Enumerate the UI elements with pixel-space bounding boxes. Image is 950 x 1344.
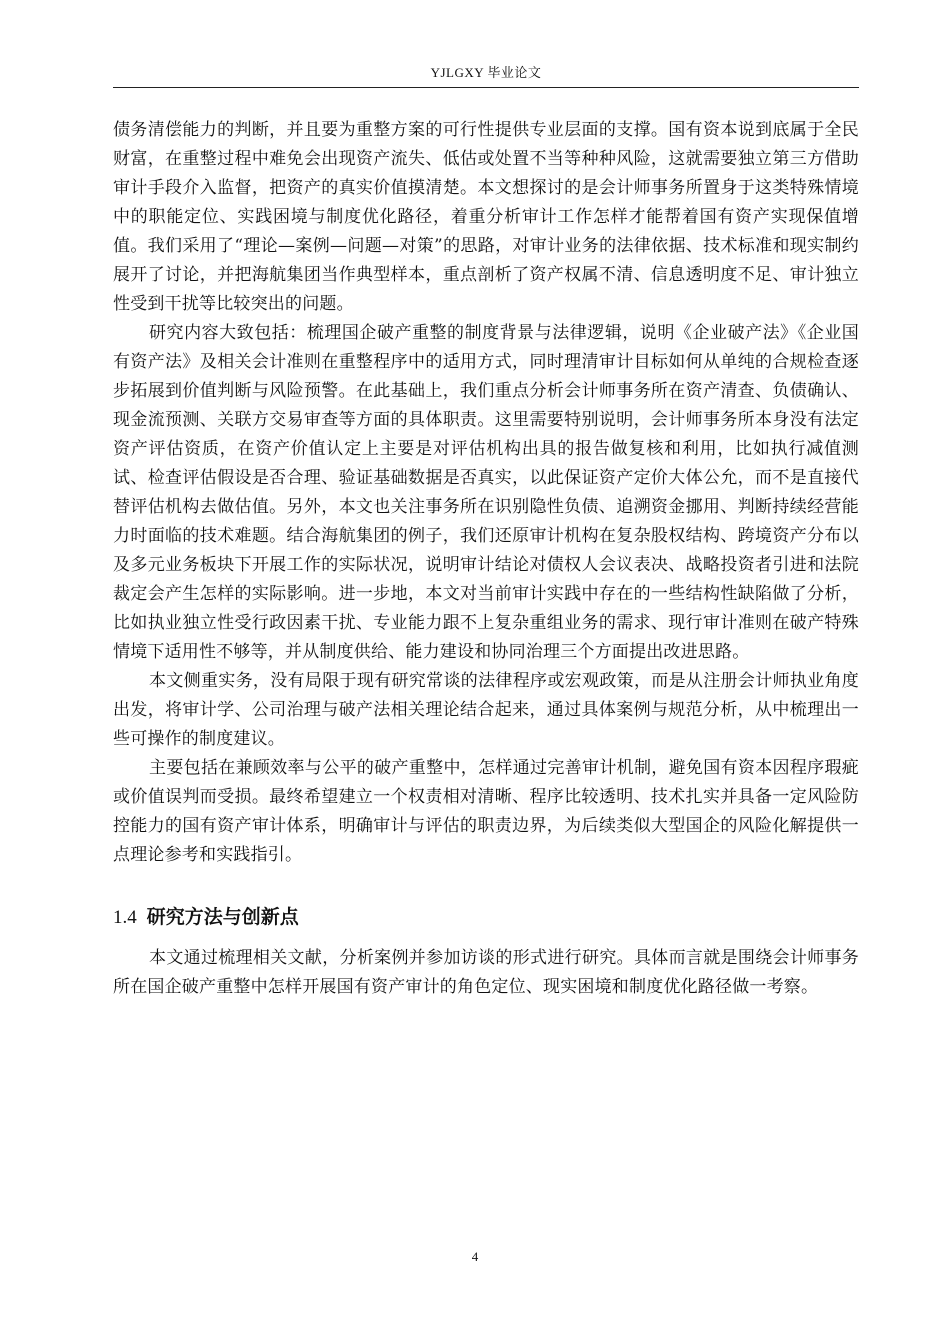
section-title: 研究方法与创新点 xyxy=(146,906,299,928)
header-rule xyxy=(113,87,859,88)
paragraph-main-goal: 主要包括在兼顾效率与公平的破产重整中，怎样通过完善审计机制，避免国有资本因程序瑕疵或价值误判而受损。最终希望建立一个权责相对清晰、程序比较透明、技术扎实并具备一定风险防控能力的国有资产审计体系，明确审计与评估的职责边界，为后续类似大型国企的风险化解提供一点理论参考和实践指引。 xyxy=(113,758,859,865)
page-number: 4 xyxy=(471,1249,479,1264)
paragraph-continued: 债务清偿能力的判断，并且要为重整方案的可行性提供专业层面的支撑。国有资本说到底属于全民财富，在重整过程中难免会出现资产流失、低估或处置不当等种种风险，这就需要独立第三方借助审计手段介入监督，把资产的真实价值摸清楚。本文想探讨的是会计师事务所置身于这类特殊情境中的职能定位、实践困境与制度优化路径，着重分析审计工作怎样才能帮着国有资产实现保值增值。我们采用了“理论—案例—问题—对策”的思路，对审计业务的法律依据、技术标准和现实制约展开了讨论，并把海航集团当作典型样本，重点剖析了资产权属不清、信息透明度不足、审计独立性受到干扰等比较突出的问题。 xyxy=(113,120,859,314)
paragraph-methods: 本文通过梳理相关文献，分析案例并参加访谈的形式进行研究。具体而言就是围绕会计师事务所在国企破产重整中怎样开展国有资产审计的角色定位、现实困境和制度优化路径做一考察。 xyxy=(113,948,859,997)
paragraph-practice-focus: 本文侧重实务，没有局限于现有研究常谈的法律程序或宏观政策，而是从注册会计师执业角度出发，将审计学、公司治理与破产法相关理论结合起来，通过具体案例与规范分析，从中梳理出一些可操作的制度建议。 xyxy=(113,671,859,749)
section-heading xyxy=(113,903,859,932)
document-body xyxy=(113,116,859,1002)
section-number: 1.4 xyxy=(113,907,137,928)
paragraph-research-content: 研究内容大致包括：梳理国企破产重整的制度背景与法律逻辑，说明《企业破产法》《企业国有资产法》及相关会计准则在重整程序中的适用方式，同时理清审计目标如何从单纯的合规检查逐步拓展到价值判断与风险预警。在此基础上，我们重点分析会计师事务所在资产清查、负债确认、现金流预测、关联方交易审查等方面的具体职责。这里需要特别说明，会计师事务所本身没有法定资产评估资质，在资产价值认定上主要是对评估机构出具的报告做复核和利用，比如执行减值测试、检查评估假设是否合理、验证基础数据是否真实，以此保证资产定价大体公允，而不是直接代替评估机构去做估值。另外，本文也关注事务所在识别隐性负债、追溯资金挪用、判断持续经营能力时面临的技术难题。结合海航集团的例子，我们还原审计机构在复杂股权结构、跨境资产分布以及多元业务板块下开展工作的实际状况，说明审计结论对债权人会议表决、战略投资者引进和法院裁定会产生怎样的实际影响。进一步地，本文对当前审计实践中存在的一些结构性缺陷做了分析，比如执业独立性受行政因素干扰、专业能力跟不上复杂重组业务的需求、现行审计准则在破产特殊情境下适用性不够等，并从制度供给、能力建设和协同治理三个方面提出改进思路。 xyxy=(113,323,859,662)
running-header: YJLGXY 毕业论文 xyxy=(430,65,542,80)
